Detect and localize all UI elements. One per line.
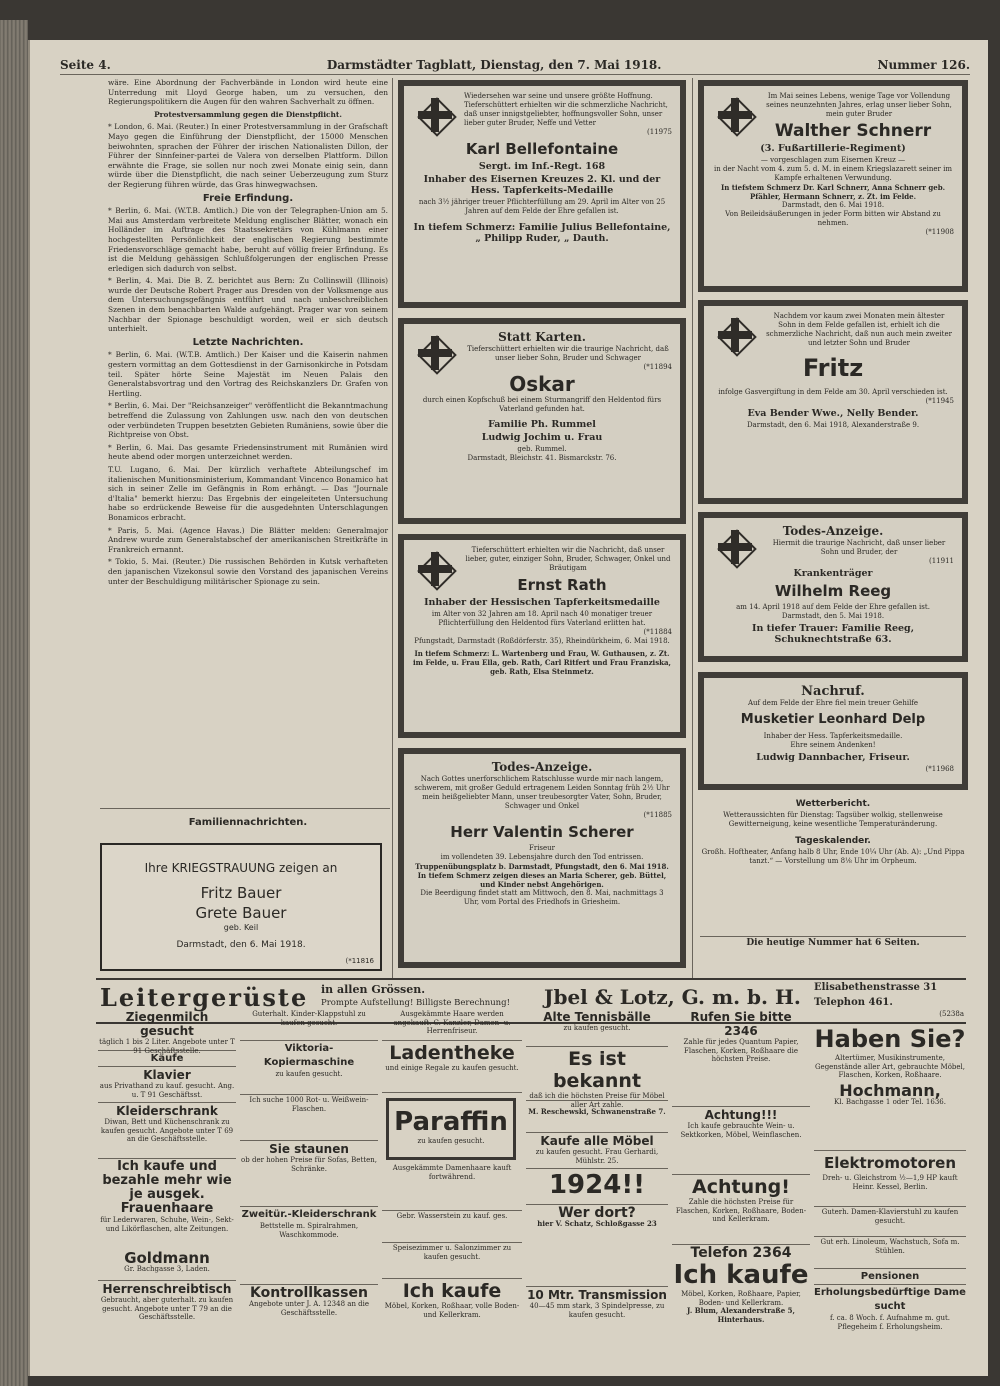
calendar-text: Großh. Hoftheater, Anfang halb 8 Uhr, Ende 10¼ Uhr (Ab. A): „Und Pippa tanzt.“ — Vorstellung um 8⅛ Uhr im Orpheum. xyxy=(701,848,965,865)
classified-ad xyxy=(240,1286,378,1342)
death-notice-schnerr xyxy=(698,80,968,292)
death-notice-fritz xyxy=(698,300,968,504)
ad-title: Es ist bekannt xyxy=(552,1048,642,1092)
ad-title: Ich kaufe xyxy=(673,1260,809,1290)
classified-ad xyxy=(240,1010,378,1041)
notice-intro: Tieferschüttert erhielten wir die traurige Nachricht, daß unser lieber Sohn, Bruder und Schwager xyxy=(467,345,669,362)
ad-title: 10 Mtr. Transmission xyxy=(527,1288,667,1302)
deceased-name: Walther Schnerr xyxy=(774,121,932,141)
notice-place: Darmstadt, Bleichstr. 41. Bismarckstr. 76. xyxy=(467,454,617,462)
ad-text: daß ich die höchsten Preise für Möbel aller Art zahle. xyxy=(529,1092,665,1109)
groom-name: Fritz Bauer xyxy=(200,884,282,902)
page-header xyxy=(60,58,970,75)
classified-ad xyxy=(386,1098,516,1160)
notice-signature: Familie Ph. Rummel xyxy=(488,419,596,430)
ad-text: Altertümer, Musikinstrumente, Gegenstände aller Art, gebrauchte Möbel, Flaschen, Korken, Roßhaare. xyxy=(814,1054,966,1080)
notice-text: infolge Gasvergiftung in dem Felde am 30. April verschieden ist. xyxy=(718,388,948,396)
notice-intro: Nachdem vor kaum zwei Monaten mein ältester Sohn in dem Felde gefallen ist, erhielt ich die schmerzliche Nachricht, daß nun auch mein zweiter und letzter Sohn und Bruder xyxy=(766,312,952,347)
ad-title: Haben Sie? xyxy=(814,1025,966,1053)
classified-ad xyxy=(240,1042,378,1095)
classified-ad xyxy=(240,1208,378,1285)
notice-head: Statt Karten. xyxy=(498,330,586,344)
classified-ad xyxy=(526,1102,668,1133)
ad-text: Gebraucht, aber guterhalt. zu kaufen gesucht. Angebote unter T 79 an die Geschäftsstelle. xyxy=(100,1296,234,1322)
ad-text: und einige Regale zu kaufen gesucht. xyxy=(385,1064,519,1072)
notice-text: Ehre seinem Andenken! xyxy=(790,741,876,749)
ad-title: Sie staunen xyxy=(269,1142,349,1156)
deceased-award: Inhaber der Hess. Tapferkeitsmedaille. xyxy=(763,732,903,740)
ad-title: Kaufe alle Möbel xyxy=(540,1134,654,1148)
ad-title: Herrenschreibtisch xyxy=(102,1282,232,1296)
headline-familiennachrichten: Familiennachrichten. xyxy=(188,817,308,828)
deceased-name: Wilhelm Reeg xyxy=(774,582,892,600)
ad-text: zu kaufen gesucht. xyxy=(417,1137,485,1145)
iron-cross-icon xyxy=(418,98,452,132)
notice-text: nach 3½ jähriger treuer Pflichterfüllung am 29. April im Alter von 25 Jahren auf dem Felde der Ehre gefallen ist. xyxy=(418,198,666,215)
classified-ad xyxy=(98,1104,236,1159)
article-paragraph: * Tokio, 5. Mai. (Reuter.) Die russischen Behörden in Kutsk verhafteten den japanischen Vizekonsul sowie den Vorstand des japanischen Vereins unter der Beschuldigung militärischer Spionage zu sein. xyxy=(108,557,388,586)
article-paragraph: * Berlin, 6. Mai. (W.T.B. Amtlich.) Der Kaiser und die Kaiserin nahmen gestern vormittag an dem Gottesdienst in der Garnisonkirche in Potsdam teil. Später hörte Seine Majestät im Neuen Palais den Generalstabsvortrag und den Vortrag des Reichskanzlers Dr. Grafen von Hertling. xyxy=(108,350,388,398)
ad-title: Telefon 2364 xyxy=(690,1245,792,1261)
ad-title: Ich kaufe und bezahle mehr wie je ausgek. Frauenhaare xyxy=(102,1159,232,1216)
notice-place: Truppenübungsplatz b. Darmstadt, Pfungstadt, den 6. Mai 1918. xyxy=(415,862,669,871)
section-title: Pensionen xyxy=(860,1271,920,1282)
deceased-name: Musketier Leonhard Delp xyxy=(740,712,926,727)
iron-cross-icon xyxy=(718,318,752,352)
masthead: Darmstädter Tagblatt, Dienstag, den 7. Mai 1918. xyxy=(326,58,662,72)
ad-title: Klavier xyxy=(143,1068,191,1082)
ad-text: Möbel, Korken, Roßhaar, volle Boden- und Kellerkram. xyxy=(384,1302,520,1319)
classified-ad xyxy=(382,1212,522,1243)
iron-cross-icon xyxy=(718,98,752,132)
ad-text: Guterh. Damen-Klavierstuhl zu kaufen gesucht. xyxy=(821,1208,959,1225)
death-notice-rath xyxy=(398,534,686,738)
classified-ad xyxy=(526,1048,668,1109)
book-edge xyxy=(0,20,28,1386)
death-notice-oskar xyxy=(398,318,686,524)
notice-signature: Ludwig Jochim u. Frau xyxy=(481,432,603,443)
ad-text: Möbel, Korken, Roßhaare, Papier, Boden- und Kellerkram. xyxy=(681,1290,801,1307)
classified-ad xyxy=(672,1246,810,1342)
weather-section xyxy=(700,798,966,948)
notice-code: (*11894 xyxy=(643,363,672,371)
family-section-head xyxy=(108,814,388,831)
article-paragraph: * Berlin, 6. Mai. (W.T.B. Amtlich.) Die von der Telegraphen-Union am 5. Mai aus Amsterdam verbreitete Meldung englischer Blätter, wonach ein Holländer im Auftrage des Staatssekretärs von Kühlmann einer hochgestellten Persönlichkeit der englischen Regierung bestimmte Friedensvorschläge gemacht habe, beruht auf völlig freier Erfindung. Es ist die Meldung gehässigen Schlußfolgerungen der englischen Presse erledigen sich dadurch von selbst. xyxy=(108,206,388,273)
article-paragraph: * Paris, 5. Mai. (Agence Havas.) Die Blätter melden: Generalmajor Andrew wurde zum Generalstabschef der amerikanischen Streitkräfte in Frankreich ernannt. xyxy=(108,525,388,554)
ad-text: M. Reschewski, Schwanenstraße 7. xyxy=(528,1107,666,1116)
ad-text: zu kaufen gesucht. xyxy=(275,1070,343,1078)
notice-code: (11911 xyxy=(929,557,954,565)
banner-mid2: Prompte Aufstellung! Billigste Berechnung! xyxy=(321,998,511,1008)
notice-signature: Eva Bender Wwe., Nelly Bender. xyxy=(747,408,919,419)
notice-intro: Wiedersehen war seine und unsere größte Hoffnung. Tieferschüttert erhielten wir die schmerzliche Nachricht, daß unser innigstgeliebter, hoffnungsvoller Sohn, unser lieber guter Bruder, Neffe und Vetter xyxy=(464,92,668,127)
deceased-award: Inhaber der Hessischen Tapferkeitsmedaille xyxy=(424,597,660,608)
banner-address: Elisabethenstrasse 31 xyxy=(814,982,938,993)
ad-text: zu kaufen gesucht. xyxy=(563,1024,631,1032)
notice-head: Todes-Anzeige. xyxy=(782,524,884,538)
notice-intro: Auf dem Felde der Ehre fiel mein treuer Gehilfe xyxy=(747,699,919,707)
ad-title: Goldmann xyxy=(124,1249,210,1268)
ad-text: Guterhalt. Kinder-Klappstuhl zu kaufen gesucht. xyxy=(252,1010,366,1027)
ad-text: Gut erh. Linoleum, Wachstuch, Sofa m. Stühlen. xyxy=(820,1238,960,1255)
classified-ad xyxy=(382,1244,522,1279)
notice-signature: In tiefem Schmerz: Familie Julius Bellefontaine, „ Philipp Ruder, „ Dauth. xyxy=(413,222,671,244)
notice-text: durch einen Kopfschuß bei einem Sturmangriff den Heldentod fürs Vaterland gefunden hat. xyxy=(422,396,662,413)
banner-mid1: in allen Grössen. xyxy=(321,983,426,996)
article-paragraph: T.U. Lugano, 6. Mai. Der kürzlich verhaftete Abteilungschef im italienischen Munitionsministerium, Kommandant Vincenco Bonamico hat sich in seiner Zelle im Gefängnis in Rom erhängt. — Das "Journale d'Italia" bemerkt hierzu: Das Ergebnis der eingeleiteten Untersuchung habe so erdrückende Beweise für die ausgedehnten Unterschlagungen Bonamicos erbracht. xyxy=(108,464,388,522)
wedding-announcement xyxy=(100,843,382,971)
article-subhead: Protestversammlung gegen die Dienstpflicht. xyxy=(154,109,342,119)
notice-signature: In tiefstem Schmerz Dr. Karl Schnerr, Anna Schnerr geb. Pfähler, Hermann Schnerr, z. Zt. im Felde. xyxy=(720,183,946,201)
ad-text: Zahle für jedes Quantum Papier, Flaschen, Korken, Roßhaare die höchsten Preise. xyxy=(683,1038,799,1064)
classified-ad xyxy=(672,1108,810,1175)
classified-ad xyxy=(98,1068,236,1103)
ad-text: Speisezimmer u. Salonzimmer zu kaufen gesucht. xyxy=(392,1244,512,1261)
ad-title: Wer dort? xyxy=(558,1205,636,1221)
ad-text: Gebr. Wasserstein zu kauf. ges. xyxy=(396,1212,508,1220)
classified-ad xyxy=(526,1010,668,1047)
ad-title: Ladentheke xyxy=(389,1042,515,1064)
classified-ad xyxy=(672,1010,810,1107)
ad-title: Viktoria-Kopiermaschine xyxy=(263,1043,355,1068)
ad-text: Ich kaufe gebrauchte Wein- u. Sektkorken, Möbel, Weinflaschen. xyxy=(680,1122,802,1139)
headline-letzte-nachrichten: Letzte Nachrichten. xyxy=(192,336,304,348)
ad-text: Diwan, Bett und Küchenschrank zu kaufen gesucht. Angebote unter T 69 an die Geschäftsstelle. xyxy=(100,1118,234,1144)
notice-head: Todes-Anzeige. xyxy=(491,760,593,774)
notice-text: am 14. April 1918 auf dem Felde der Ehre gefallen ist. xyxy=(736,603,930,611)
notice-head: Nachruf. xyxy=(801,684,865,699)
notice-signature: In tiefer Trauer: Familie Reeg, Schuknechtstraße 63. xyxy=(752,623,914,645)
classified-section xyxy=(98,1052,236,1067)
notice-code: (*11908 xyxy=(925,228,954,236)
classified-ad xyxy=(98,1282,236,1342)
ad-text: zu kaufen gesucht. Frau Gerhardi, Mühlstr. 25. xyxy=(535,1148,659,1165)
classified-ad xyxy=(526,1288,668,1342)
classified-ad xyxy=(240,1142,378,1207)
ad-title: Rufen Sie bitte xyxy=(690,1010,792,1024)
notice-signature: geb. Rummel. xyxy=(517,445,567,453)
article-paragraph: * Berlin, 6. Mai. Das gesamte Friedensinstrument mit Rumänien wird heute abend oder morgen unterzeichnet werden. xyxy=(108,442,388,462)
ad-text: Ausgekämmte Damenhaare kauft fortwährend. xyxy=(392,1164,512,1181)
bride-maiden-name: geb. Keil xyxy=(223,923,259,932)
ad-title: Zweitür.-Kleiderschrank xyxy=(241,1209,377,1220)
obituary-delp xyxy=(698,672,968,790)
notice-signature: In tiefem Schmerz zeigen dieses an Maria Scherer, geb. Büttel, und Kinder nebst Angehörigen. xyxy=(417,871,667,889)
classified-ad xyxy=(526,1170,668,1205)
column-divider xyxy=(392,78,393,978)
notice-code: (11975 xyxy=(647,128,672,136)
column-rule xyxy=(100,808,390,809)
article-paragraph: * Berlin, 6. Mai. Der "Reichsanzeiger" veröffentlicht die Bekanntmachung betreffend die Zulassung von Zahlungen usw. nach den von deutschen oder verbündeten Truppen besetzten Gebieten Rumäniens, sowie über die Richtpreise von Obst. xyxy=(108,401,388,440)
classified-ad xyxy=(240,1096,378,1141)
ad-title: Erholungsbedürftige Dame sucht xyxy=(814,1287,966,1312)
deceased-title: Krankenträger xyxy=(793,568,873,579)
page-number: Seite 4. xyxy=(60,58,111,72)
classified-ad xyxy=(526,1134,668,1169)
notice-note: Von Beileidsäußerungen in jeder Form bitten wir Abstand zu nehmen. xyxy=(725,210,941,227)
ad-text: hier V. Schatz, Schloßgasse 23 xyxy=(537,1219,657,1228)
classified-ad xyxy=(814,1024,966,1151)
ad-code: (*11816 xyxy=(345,957,374,965)
calendar-head: Tageskalender. xyxy=(795,836,871,846)
classified-ad xyxy=(672,1176,810,1245)
ad-title: Hochmann, xyxy=(839,1080,941,1100)
iron-cross-icon xyxy=(418,552,452,586)
ad-text: Angebote unter J. A. 12348 an die Geschäftsstelle. xyxy=(248,1300,370,1317)
bride-name: Grete Bauer xyxy=(195,904,287,922)
classified-ad xyxy=(382,1042,522,1093)
ad-text: Kl. Bachgasse 1 oder Tel. 1636. xyxy=(834,1097,946,1106)
notice-signature: Ludwig Dannbacher, Friseur. xyxy=(756,752,910,763)
banner-phone: Telephon 461. xyxy=(814,997,893,1008)
ad-title: Kleiderschrank xyxy=(116,1104,218,1118)
section-title: Käufe xyxy=(150,1053,184,1064)
notice-place: Darmstadt, den 6. Mai 1918, Alexanderstraße 9. xyxy=(746,421,920,429)
ad-title: Paraffin xyxy=(394,1107,508,1137)
deceased-award: — vorgeschlagen zum Eisernen Kreuz — xyxy=(760,156,906,164)
deceased-name: Herr Valentin Scherer xyxy=(450,823,634,841)
death-notice-bellefontaine xyxy=(398,80,686,308)
ad-text: Dreh- u. Gleichstrom ½—1,9 HP kauft Heinr. Kessel, Berlin. xyxy=(822,1174,958,1191)
notice-place: Darmstadt, den 6. Mai 1918. xyxy=(781,201,885,209)
article-paragraph: * London, 6. Mai. (Reuter.) In einer Protestversammlung in der Grafschaft Mayo gegen die Einführung der Dienstpflicht, der 15000 Menschen beiwohnten, sprachen der Führer der irischen Nationalisten Dillon, der Führer der Sinnfeiner-partei de Valera von derselben Plattform. Dillon erwähnte die Frage, sie sollen nur noch zwei Monate einig sein, dann würde über die Dienstpflicht, die nach seiner Ueberzeugung zum Sturz der Regierung führen würde, das Gras hinwegwachsen. xyxy=(108,122,388,189)
ad-title: Ziegenmilch gesucht xyxy=(125,1010,209,1038)
iron-cross-icon xyxy=(718,530,752,564)
notice-code: (*11968 xyxy=(925,765,954,773)
notice-code: (*11945 xyxy=(925,397,954,405)
ad-title: Alte Tennisbälle xyxy=(543,1010,651,1024)
ad-text: für Lederwaren, Schuhe, Wein-, Sekt- und Likörflaschen, alte Zeitungen. xyxy=(100,1216,234,1233)
weather-head: Wetterbericht. xyxy=(795,799,871,809)
notice-intro: Hiermit die traurige Nachricht, daß unser lieber Sohn und Bruder, der xyxy=(772,539,946,556)
ad-text: täglich 1 bis 2 Liter. Angebote unter T 91 Geschäftsstelle. xyxy=(99,1038,235,1055)
issue-number: Nummer 126. xyxy=(877,58,970,72)
ad-title: Ich kaufe xyxy=(402,1280,502,1302)
deceased-title: Friseur xyxy=(528,844,556,852)
notice-place: Pfungstadt, Darmstadt (Roßdörferstr. 35), Rheindürkheim, 6. Mai 1918. xyxy=(414,637,670,645)
ad-title: 1924!! xyxy=(548,1170,646,1200)
notice-text: im Alter von 32 Jahren am 18. April nach 40 monatiger treuer Pflichterfüllung den Heldentod fürs Vaterland erlitten hat. xyxy=(431,610,653,627)
deceased-name: Ernst Rath xyxy=(517,576,607,594)
weather-text: Wetteraussichten für Dienstag: Tagsüber wolkig, stellenweise Gewitterneigung, keine wesentliche Temperaturänderung. xyxy=(723,811,943,828)
ad-title: Kontrollkassen xyxy=(250,1285,368,1301)
notice-text: in der Nacht vom 4. zum 5. d. M. in einem Kriegslazarett seiner im Kampfe erhaltenen Verwundung. xyxy=(714,165,952,182)
notice-code: (*11884 xyxy=(643,628,672,636)
wedding-date: Darmstadt, den 6. Mai 1918. xyxy=(176,940,306,950)
news-column xyxy=(108,78,388,778)
funeral-info: Die Beerdigung findet statt am Mittwoch, den 8. Mai, nachmittags 3 Uhr, vom Portal des Friedhofs in Griesheim. xyxy=(420,889,664,906)
classified-section xyxy=(814,1270,966,1285)
notice-text: im vollendeten 39. Lebensjahre durch den Tod entrissen. xyxy=(440,853,644,861)
ad-text: Zahle die höchsten Preise für Flaschen, Korken, Roßhaare, Boden- und Kellerkram. xyxy=(675,1198,807,1224)
notice-intro: Nach Gottes unerforschlichem Ratschlusse wurde mir nach langem, schwerem, mit großer Geduld ertragenem Leiden Sonntag früh 2½ Uhr mein heißgeliebter Mann, unser treubesorgter Vater, Sohn, Bruder, Schwager und Onkel xyxy=(414,775,670,810)
death-notice-reeg xyxy=(698,512,968,662)
notice-signature: In tiefem Schmerz: L. Wartenberg und Frau, W. Guthausen, z. Zt. im Felde, u. Frau Ella, geb. Rath, Carl Ritfert und Frau Franziska, geb. Rath, Elsa Steinmetz. xyxy=(413,649,671,676)
classified-ad xyxy=(382,1280,522,1342)
classified-ad xyxy=(382,1164,522,1211)
notice-code: (*11885 xyxy=(643,811,672,819)
article-paragraph: wäre. Eine Abordnung der Fachverbände in London wird heute eine Unterredung mit Lloyd George haben, um zu versuchen, den Regierungspolitikern die Augen für den wahren Sachverhalt zu öffnen. xyxy=(108,78,388,107)
ad-title: Achtung! xyxy=(692,1176,790,1198)
classified-ad xyxy=(98,1160,236,1281)
classified-ad xyxy=(814,1208,966,1237)
wedding-line: Ihre KRIEGSTRAUUNG zeigen an xyxy=(144,861,338,875)
ad-text: ob der hohen Preise für Sofas, Betten, Schränke. xyxy=(241,1156,377,1173)
notice-place: Darmstadt, den 5. Mai 1918. xyxy=(781,612,885,620)
ad-text: J. Blum, Alexanderstraße 5, Hinterhaus. xyxy=(687,1306,795,1324)
banner-firm: Jbel & Lotz, G. m. b. H. xyxy=(544,985,801,1009)
ad-title: Achtung!!! xyxy=(704,1108,778,1122)
notice-intro: Im Mai seines Lebens, wenige Tage vor Vollendung seines neunzehnten Jahres, erlag unser lieber Sohn, mein guter Bruder xyxy=(766,92,952,118)
classified-ad xyxy=(814,1152,966,1207)
banner-left: Leitergerüste xyxy=(100,983,309,1012)
iron-cross-icon xyxy=(418,336,452,370)
ad-title: Elektromotoren xyxy=(823,1154,957,1172)
ad-text: Ich suche 1000 Rot- u. Weißwein-Flaschen. xyxy=(249,1096,369,1113)
deceased-unit: (3. Fußartillerie-Regiment) xyxy=(760,143,906,154)
banner-code: (5238a xyxy=(939,1010,964,1018)
article-paragraph: * Berlin, 4. Mai. Die B. Z. berichtet aus Bern: Zu Collinswill (Illinois) wurde der Deutsche Robert Prager aus Dresden von der Volksmenge aus dem Untersuchungsgefängnis entführt und nach unbeschreiblichen Szenen in dem benachbarten Walde aufgehängt. Prager war von seinem Nachbar der Spionage beschuldigt worden, weil er sich deutsch unterhielt. xyxy=(108,276,388,334)
deceased-name: Oskar xyxy=(509,372,575,396)
ad-text: Ausgekämmte Haare werden angekauft. C. Kanzler, Damen- u. Herrenfriseur. xyxy=(393,1010,511,1036)
deceased-name: Fritz xyxy=(802,354,864,382)
classified-ad xyxy=(814,1238,966,1269)
classified-ad xyxy=(98,1010,236,1055)
column-divider xyxy=(692,78,693,978)
headline-freie-erfindung: Freie Erfindung. xyxy=(202,192,294,204)
classified-ad xyxy=(526,1206,668,1287)
classified-ad xyxy=(382,1010,522,1041)
ad-text: aus Privathand zu kauf. gesucht. Ang. u. T 91 Geschäftsst. xyxy=(99,1082,235,1099)
issue-footer: Die heutige Nummer hat 6 Seiten. xyxy=(700,936,966,948)
deceased-award: Inhaber des Eisernen Kreuzes 2. Kl. und der Hess. Tapferkeits-Medaille xyxy=(423,174,661,196)
deceased-name: Karl Bellefontaine xyxy=(465,140,619,158)
ad-text: Bettstelle m. Spiralrahmen, Waschkommode. xyxy=(259,1222,359,1239)
ad-text: 40—45 mm stark, 3 Spindelpresse, zu kaufen gesucht. xyxy=(529,1302,665,1319)
ad-text: f. ca. 8 Woch. f. Aufnahme m. gut. Pflegeheim f. Erholungsheim. xyxy=(829,1314,951,1331)
deceased-rank: Sergt. im Inf.-Regt. 168 xyxy=(478,161,606,172)
notice-intro: Tieferschüttert erhielten wir die Nachricht, daß unser lieber, guter, einziger Sohn, Bruder, Schwager, Onkel und Bräutigam xyxy=(465,546,671,572)
classified-ad xyxy=(814,1286,966,1342)
ad-phone: 2346 xyxy=(724,1024,758,1038)
death-notice-scherer xyxy=(398,748,686,968)
ad-text: Gr. Bachgasse 3, Laden. xyxy=(124,1265,210,1274)
